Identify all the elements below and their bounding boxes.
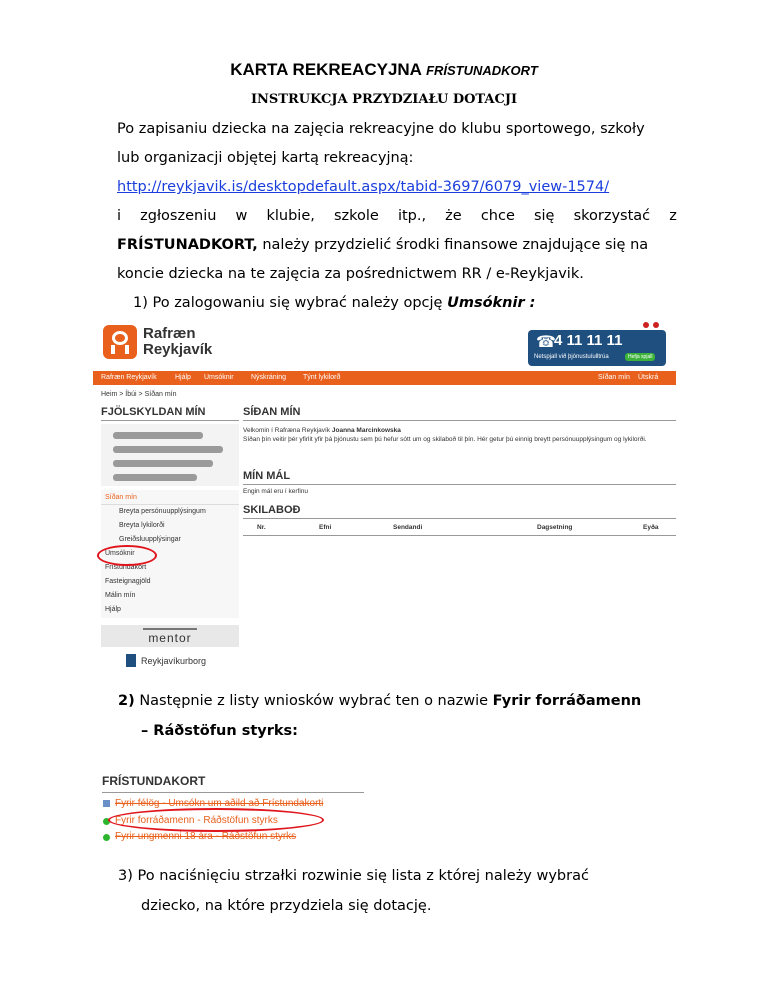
side-menu-item[interactable]: Breyta lykilorði	[119, 522, 165, 529]
nav-item[interactable]: Rafræn Reykjavík	[101, 374, 157, 381]
word: się	[533, 208, 555, 224]
table-header: Nr.	[257, 524, 266, 531]
phone-subtext: Netspjall við þjónustuíulltrúa	[534, 354, 609, 360]
side-menu-item[interactable]: Hjálp	[105, 606, 121, 613]
step2-bold: Fyrir forráðamenn	[492, 693, 642, 709]
step-3-line-2: dziecko, na które przydziela się dotację.	[141, 898, 432, 914]
word: szkole	[333, 208, 379, 224]
word: i	[117, 208, 122, 224]
step-1	[133, 295, 535, 311]
word: z	[669, 208, 677, 224]
nav-item[interactable]: Umsóknir	[204, 374, 234, 381]
red-dot-icon	[653, 322, 659, 328]
title-italic: FRÍSTUNADKORT	[426, 63, 538, 78]
line4-rest: należy przydzielić środki finansowe znajdujące się na	[257, 237, 649, 253]
logo-line-1: Rafræn	[143, 325, 196, 342]
nav-item[interactable]: Hjálp	[175, 374, 191, 381]
city-name: Reykjavíkurborg	[141, 656, 207, 666]
title-main: KARTA REKREACYJNA	[230, 60, 422, 79]
green-dot-icon	[103, 834, 110, 841]
table-header: Sendandi	[393, 524, 423, 531]
intro-line-2: lub organizacji objętej kartą rekreacyjną:	[117, 150, 414, 166]
side-title: FJÖLSKYLDAN MÍN	[101, 406, 206, 418]
step1-text: 1) Po zalogowaniu się wybrać należy opcję	[133, 295, 448, 311]
nav-item[interactable]: Týnt lykilorð	[303, 374, 341, 381]
word: chce	[480, 208, 515, 224]
main-title: SÍÐAN MÍN	[243, 406, 301, 418]
body-line-4	[117, 237, 648, 253]
breadcrumb: Heim > Íbúi > Síðan mín	[101, 391, 177, 398]
body-line-5: koncie dziecka na te zajęcia za pośrednictwem RR / e-Reykjavik.	[117, 266, 584, 282]
justified-line	[117, 208, 677, 224]
cases-empty: Engin mál eru í kerfinu	[243, 488, 309, 495]
screenshot-fristundakort	[100, 772, 370, 844]
word: zgłoszeniu	[140, 208, 217, 224]
phone-icon: ☎	[536, 334, 556, 351]
mentor-logo: mentor	[148, 631, 192, 645]
step-2-line-2: – Ráðstöfun styrks:	[141, 723, 298, 739]
word: itp.,	[397, 208, 427, 224]
word: w	[235, 208, 248, 224]
step2-num: 2)	[118, 693, 135, 709]
side-menu-item[interactable]: Breyta persónuupplýsingum	[119, 508, 206, 515]
table-header: Efni	[319, 524, 332, 531]
logo-line-2: Reykjavík	[143, 341, 213, 358]
logo-text	[143, 326, 212, 358]
table-header: Dagsetning	[537, 524, 573, 531]
side-menu-item[interactable]: Frístundakort	[105, 564, 147, 571]
side-menu-item[interactable]: Málin mín	[105, 592, 136, 599]
highlight-circle	[108, 808, 324, 832]
cases-title: MÍN MÁL	[243, 470, 291, 482]
table-header: Eyða	[643, 524, 659, 531]
fristundakort-item-fyrir-forradamenn[interactable]: Fyrir forráðamenn - Ráðstöfun styrks	[115, 815, 278, 826]
top-nav	[93, 371, 676, 385]
nav-item[interactable]: Útskrá	[638, 374, 659, 381]
square-icon	[103, 800, 110, 807]
welcome-prefix: Velkomin í Rafræna Reykjavík	[243, 427, 332, 434]
word: że	[445, 208, 462, 224]
phone-box[interactable]	[528, 330, 666, 366]
city-crest-icon	[126, 654, 136, 667]
fristundakort-item[interactable]: Fyrir félög - Umsókn um aðild að Frístundakorti	[115, 798, 324, 809]
step-2-line-1	[118, 693, 641, 709]
document-title	[0, 60, 768, 80]
fristundakort-item[interactable]: Fyrir ungmenni 18 ára - Ráðstöfun styrks	[115, 831, 297, 842]
screenshot-rafraen-reykjavik	[93, 320, 676, 672]
welcome-body: Síðan þín veitir þér yfirlit yfir þá þjónustu sem þú hefur sótt um og skilaboð til þín. Hér getur þú einnig breytt persónuupplýsingum og lykilorði.	[243, 436, 647, 443]
intro-line-1: Po zapisaniu dziecka na zajęcia rekreacyjne do klubu sportowego, szkoły	[117, 121, 645, 137]
document-subtitle: INSTRUKCJA PRZYDZIAŁU DOTACJI	[250, 92, 518, 107]
messages-table-header	[243, 524, 676, 534]
reference-link[interactable]: http://reykjavik.is/desktopdefault.aspx/tabid-3697/6079_view-1574/	[117, 179, 610, 195]
family-members-redacted	[101, 424, 239, 486]
chat-button[interactable]: Hefja spjall	[625, 353, 655, 361]
side-menu-item-umsoknir[interactable]: Umsóknir	[105, 550, 135, 557]
phone-number: 4 11 11 11	[554, 332, 623, 349]
side-menu-item[interactable]: Fasteignagjöld	[105, 578, 151, 585]
messages-title: SKILABOÐ	[243, 504, 301, 516]
bold-fristundakort: FRÍSTUNADKORT,	[117, 237, 258, 253]
step-3-line-1: 3) Po naciśnięciu strzałki rozwinie się lista z której należy wybrać	[118, 868, 589, 884]
welcome-name: Joanna Marcinkowska	[331, 427, 401, 434]
fristundakort-title: FRÍSTUNDAKORT	[102, 774, 206, 788]
side-menu-item[interactable]: Greiðsluupplýsingar	[119, 536, 181, 543]
word: skorzystać	[573, 208, 651, 224]
word: klubie,	[266, 208, 315, 224]
red-dot-icon	[643, 322, 649, 328]
step1-emphasis: Umsóknir :	[447, 295, 536, 311]
welcome-text	[243, 426, 673, 444]
highlight-circle	[97, 545, 157, 566]
side-menu-item[interactable]: Síðan mín	[105, 494, 137, 501]
mentor-box	[101, 625, 239, 647]
step2-text: Następnie z listy wniosków wybrać ten o nazwie	[134, 693, 493, 709]
nav-item[interactable]: Síðan mín	[598, 374, 630, 381]
logo-icon	[103, 325, 137, 359]
nav-item[interactable]: Nýskráning	[251, 374, 287, 381]
